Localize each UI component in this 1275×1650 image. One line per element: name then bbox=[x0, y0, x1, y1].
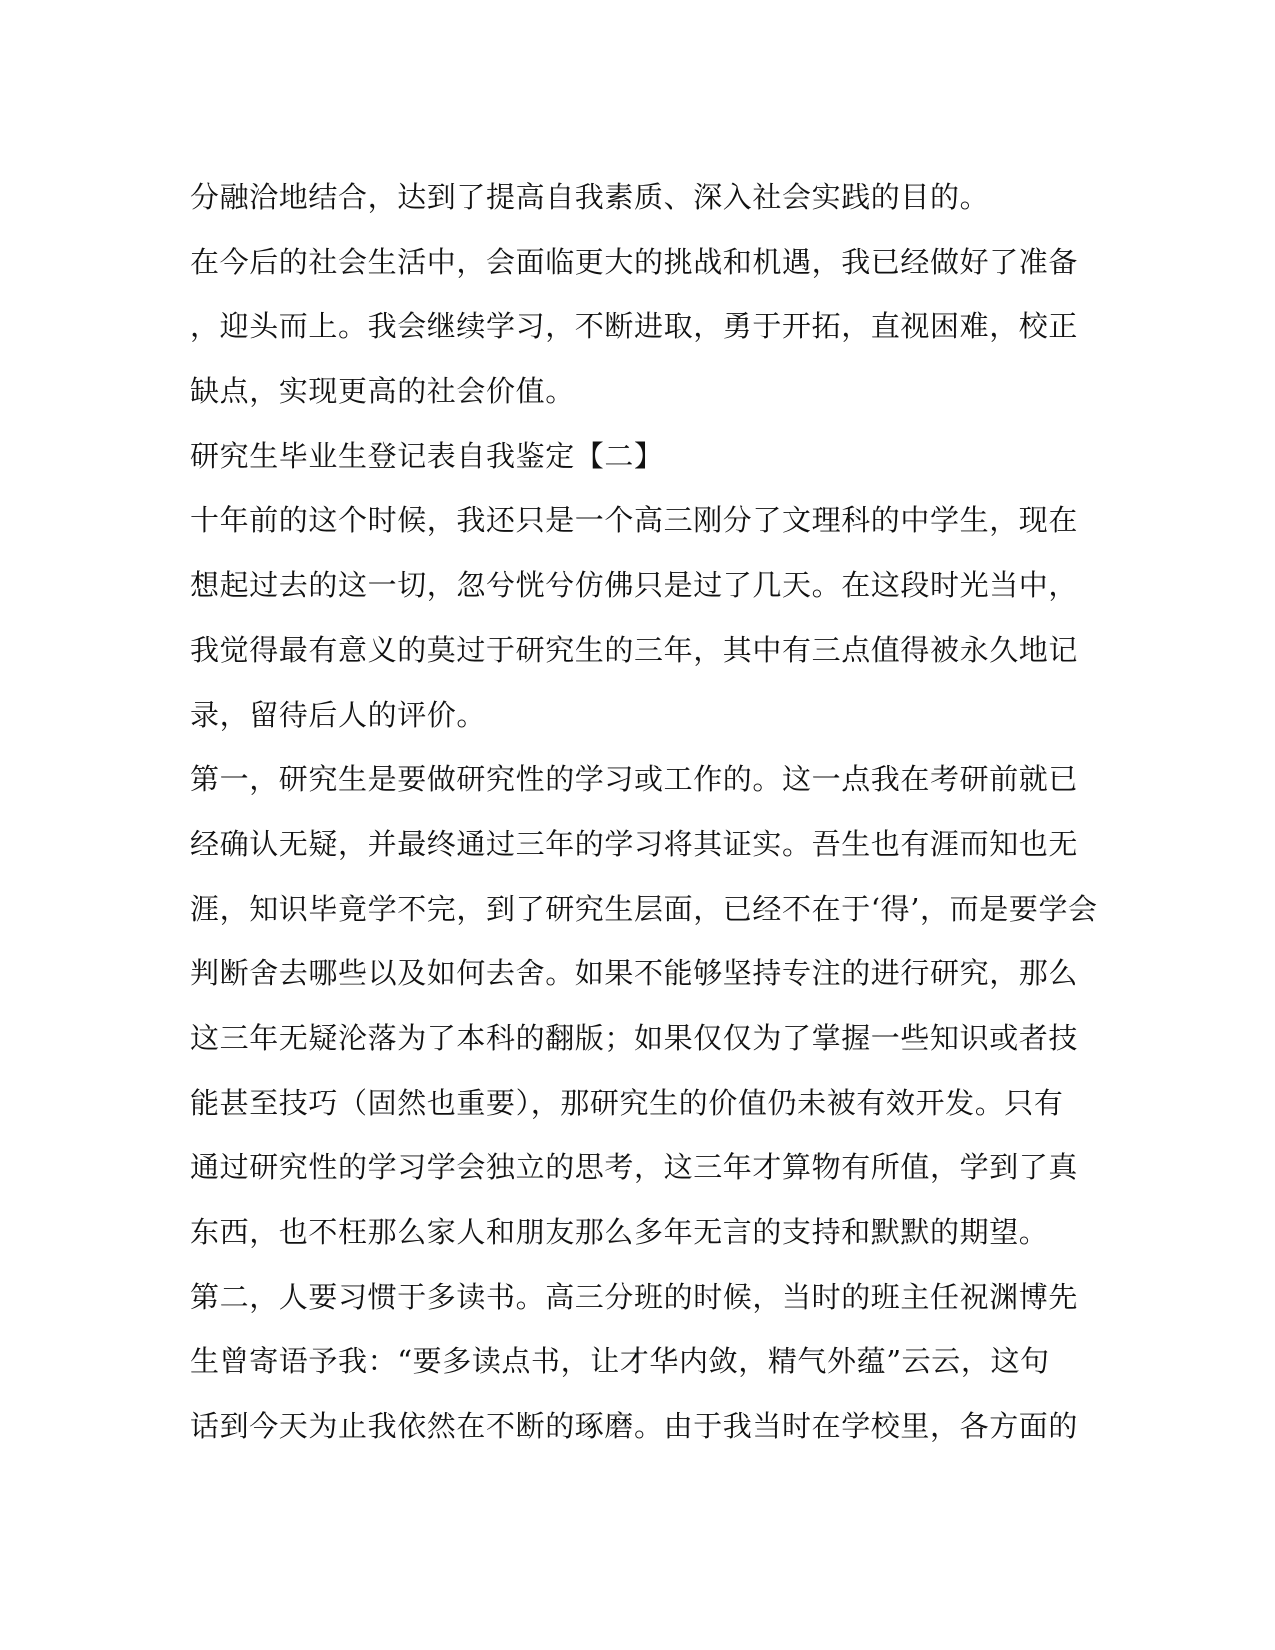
text-line: 在今后的社会生活中，会面临更大的挑战和机遇，我已经做好了准备 bbox=[190, 244, 1079, 279]
text-line: 东西，也不枉那么家人和朋友那么多年无言的支持和默默的期望。 bbox=[190, 1215, 1049, 1249]
text-line: 通过研究性的学习学会独立的思考，这三年才算物有所值，学到了真 bbox=[190, 1150, 1079, 1185]
text-line: 录，留待后人的评价。 bbox=[190, 697, 487, 732]
text-line: 经确认无疑，并最终通过三年的学习将其证实。吾生也有涯而知也无 bbox=[190, 826, 1079, 861]
text-line: 第二，人要习惯于多读书。高三分班的时候，当时的班主任祝渊博先 bbox=[190, 1279, 1079, 1314]
text-line: 想起过去的这一切，忽兮恍兮仿佛只是过了几天。在这段时光当中， bbox=[190, 568, 1079, 603]
text-line: 能甚至技巧（固然也重要），那研究生的价值仍未被有效开发。只有 bbox=[190, 1085, 1064, 1120]
text-line: 这三年无疑沦落为了本科的翻版；如果仅仅为了掌握一些知识或者技 bbox=[190, 1020, 1079, 1055]
text-line: 涯，知识毕竟学不完，到了研究生层面，已经不在于‘得’，而是要学会 bbox=[190, 891, 1098, 926]
text-line: 判断舍去哪些以及如何去舍。如果不能够坚持专注的进行研究，那么 bbox=[190, 956, 1079, 991]
text-line: 分融洽地结合，达到了提高自我素质、深入社会实践的目的。 bbox=[190, 180, 990, 214]
text-line: 十年前的这个时候，我还只是一个高三刚分了文理科的中学生，现在 bbox=[190, 503, 1079, 538]
section-heading: 研究生毕业生登记表自我鉴定【二】 bbox=[190, 438, 664, 473]
body-text bbox=[190, 165, 1098, 1459]
text-line: 话到今天为止我依然在不断的琢磨。由于我当时在学校里，各方面的 bbox=[190, 1409, 1079, 1444]
text-line: 第一，研究生是要做研究性的学习或工作的。这一点我在考研前就已 bbox=[190, 762, 1079, 797]
text-line: ，迎头而上。我会继续学习，不断进取，勇于开拓，直视困难，校正 bbox=[190, 309, 1079, 344]
text-line: 我觉得最有意义的莫过于研究生的三年，其中有三点值得被永久地记 bbox=[190, 632, 1079, 667]
text-line: 缺点，实现更高的社会价值。 bbox=[190, 374, 575, 409]
text-line: 生曾寄语予我：“要多读点书，让才华内敛，精气外蕴”云云，这句 bbox=[190, 1344, 1050, 1379]
